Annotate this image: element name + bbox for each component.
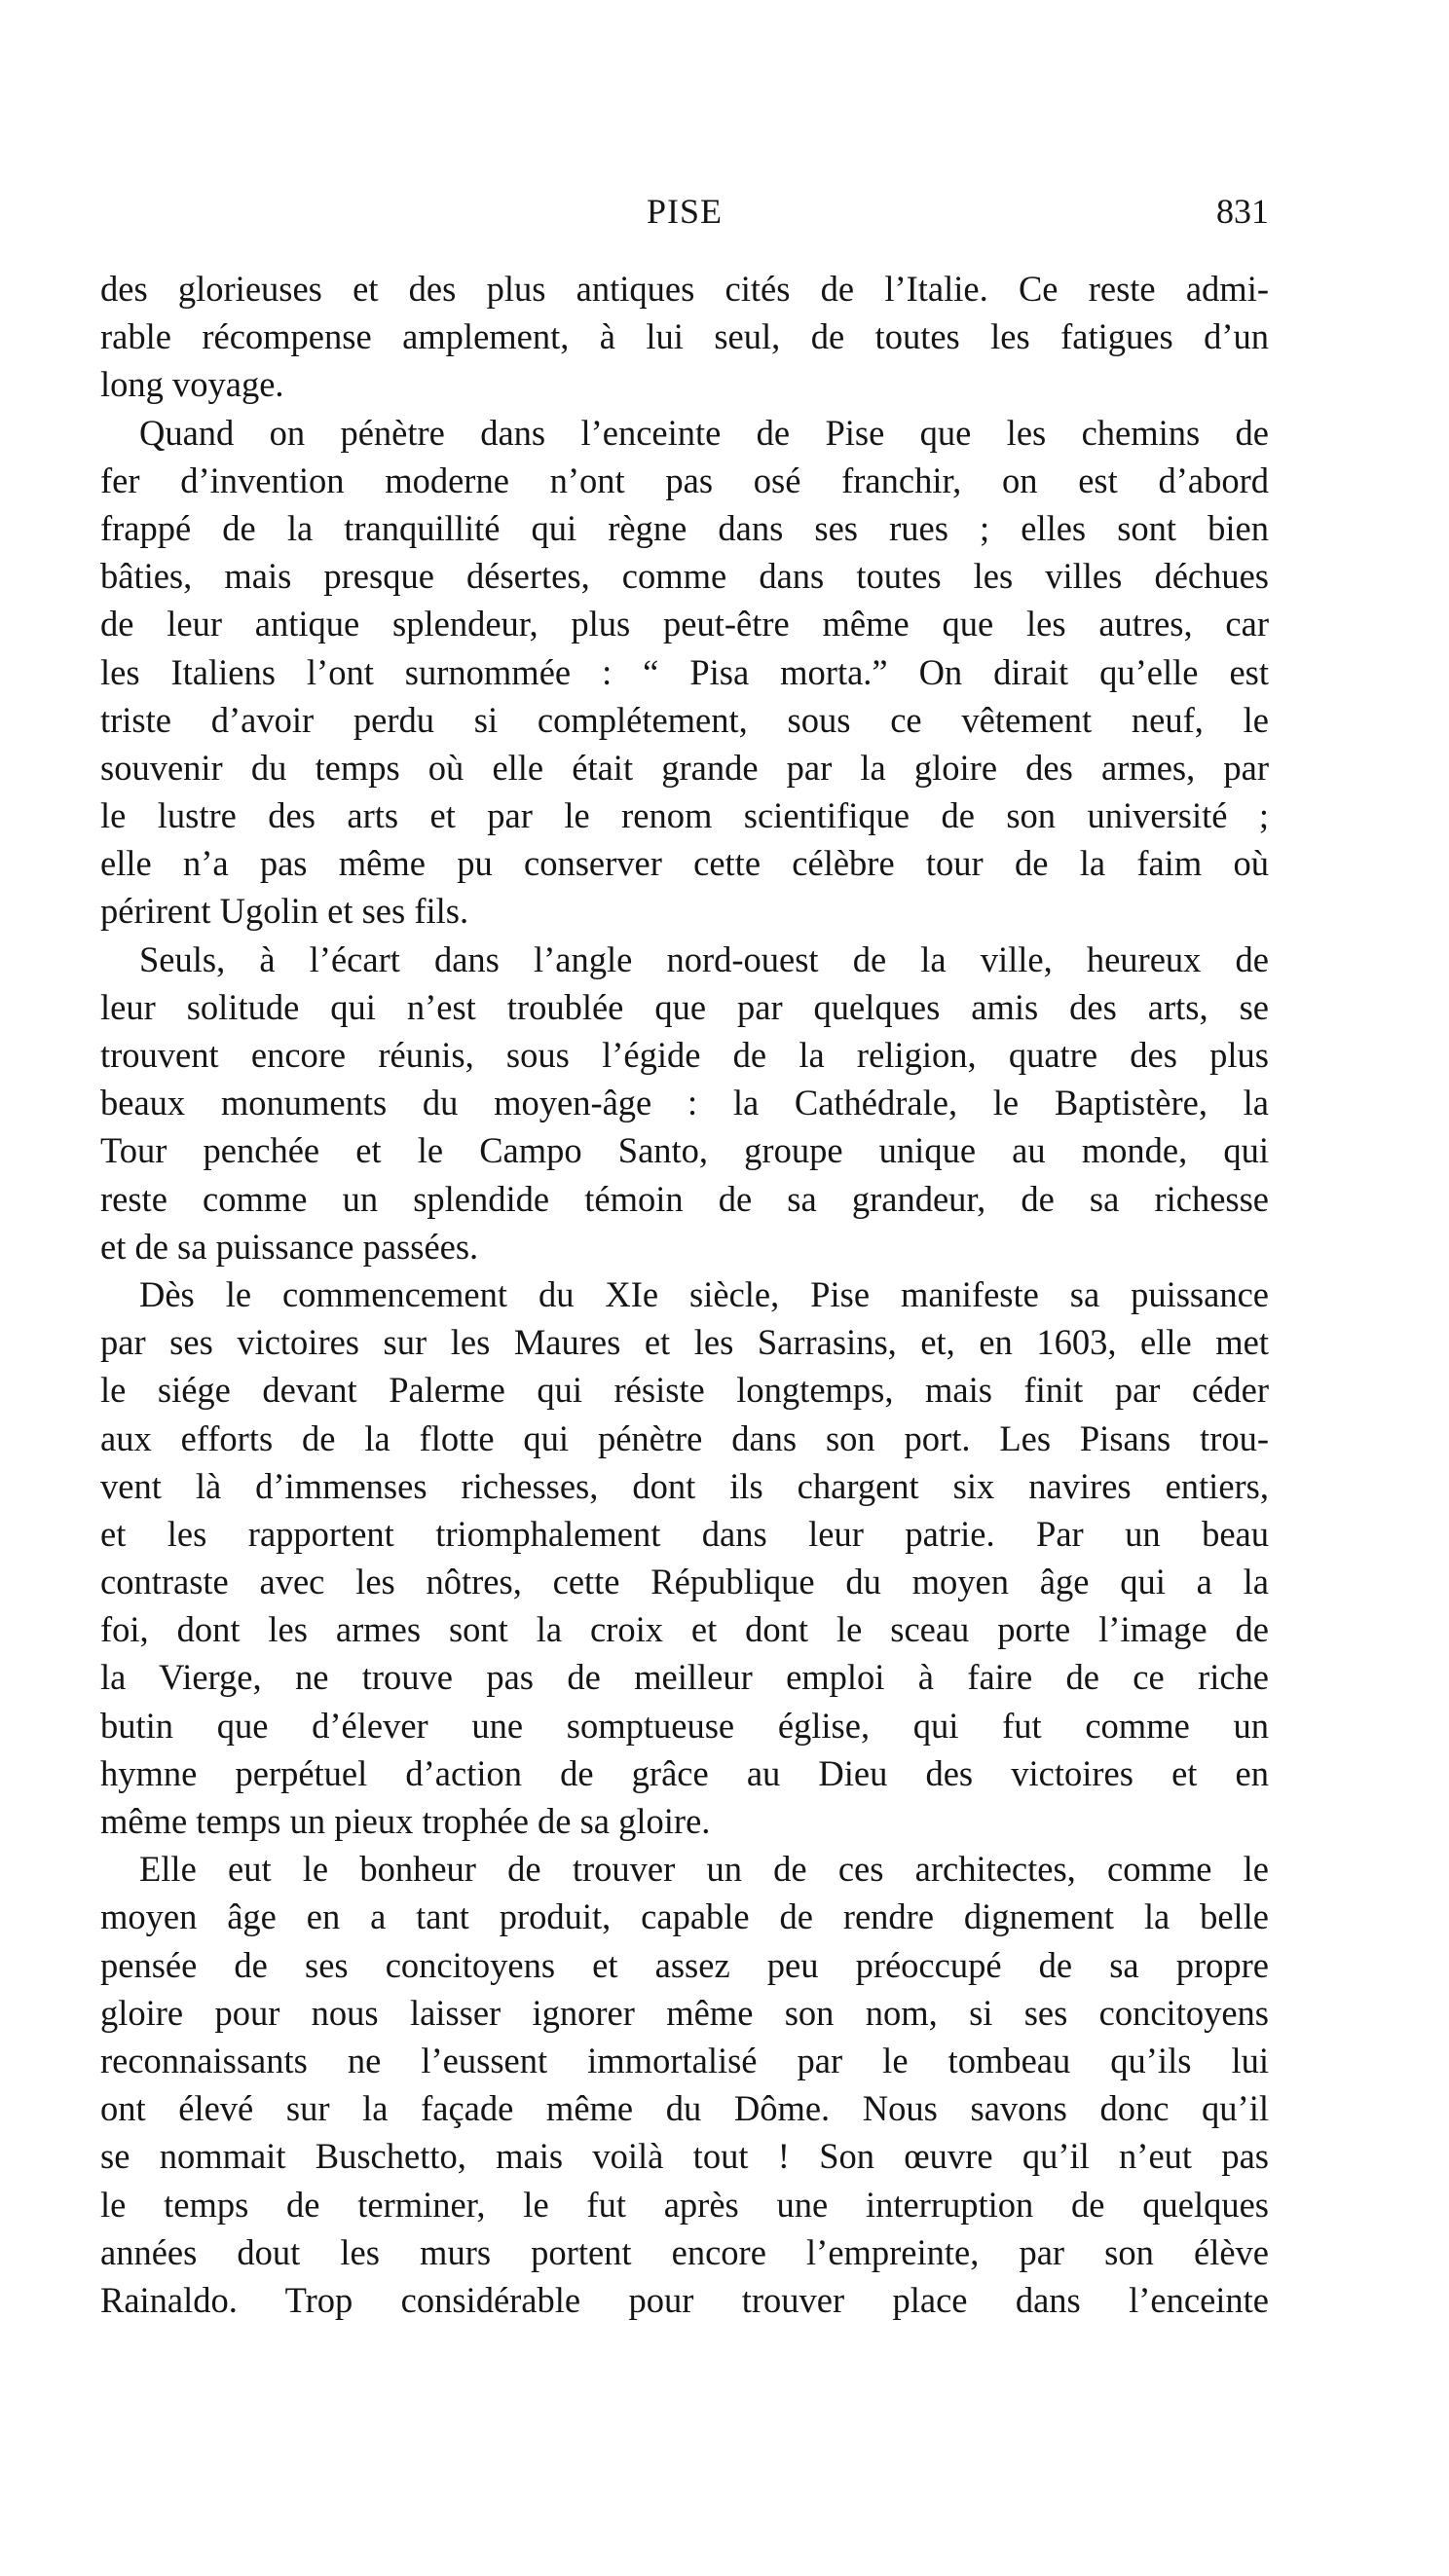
- text-line: Dès le commencement du XIe siècle, Pise manifeste sa puissance: [139, 1273, 1269, 1314]
- running-header: [100, 191, 1269, 239]
- text-line: elle n’a pas même pu conserver cette célèbre tour de la faim où: [100, 843, 1269, 884]
- body-text: [100, 265, 1269, 2324]
- text-line: la Vierge, ne trouve pas de meilleur emploi à faire de ce riche: [100, 1657, 1269, 1698]
- text-line: bâties, mais presque désertes, comme dans toutes les villes déchues: [100, 556, 1269, 597]
- text-line: Tour penchée et le Campo Santo, groupe unique au monde, qui: [100, 1130, 1269, 1171]
- text-line: beaux monuments du moyen-âge : la Cathédrale, le Baptistère, la: [100, 1083, 1269, 1123]
- text-line: même temps un pieux trophée de sa gloire.: [100, 1801, 711, 1841]
- text-line: reconnaissants ne l’eussent immortalisé par le tombeau qu’ils lui: [100, 2040, 1269, 2080]
- text-line: hymne perpétuel d’action de grâce au Dieu des victoires et en: [100, 1752, 1269, 1793]
- text-line: frappé de la tranquillité qui règne dans ses rues ; elles sont bien: [100, 507, 1269, 548]
- text-line: moyen âge en a tant produit, capable de rendre dignement la belle: [100, 1896, 1269, 1937]
- text-line: Elle eut le bonheur de trouver un de ces architectes, comme le: [139, 1849, 1269, 1890]
- text-line: Seuls, à l’écart dans l’angle nord-ouest de la ville, heureux de: [139, 938, 1269, 979]
- text-line: reste comme un splendide témoin de sa grandeur, de sa richesse: [100, 1178, 1269, 1219]
- text-line: trouvent encore réunis, sous l’égide de la religion, quatre des plus: [100, 1035, 1269, 1075]
- text-line: souvenir du temps où elle était grande par la gloire des armes, par: [100, 747, 1269, 788]
- text-line: aux efforts de la flotte qui pénètre dans son port. Les Pisans trou-: [100, 1417, 1269, 1458]
- text-line: les Italiens l’ont surnommée : “ Pisa morta.” On dirait qu’elle est: [100, 651, 1269, 692]
- text-line: le lustre des arts et par le renom scientifique de son université ;: [100, 795, 1269, 836]
- text-line: se nommait Buschetto, mais voilà tout ! Son œuvre qu’il n’eut pas: [100, 2136, 1269, 2177]
- text-line: gloire pour nous laisser ignorer même son nom, si ses concitoyens: [100, 1992, 1269, 2033]
- text-line: et de sa puissance passées.: [100, 1226, 479, 1267]
- text-line: périrent Ugolin et ses fils.: [100, 891, 469, 932]
- running-title: PISE: [646, 192, 724, 231]
- text-line: le siége devant Palerme qui résiste longtemps, mais finit par céder: [100, 1370, 1269, 1411]
- text-line: le temps de terminer, le fut après une interruption de quelques: [100, 2184, 1269, 2225]
- text-line: et les rapportent triomphalement dans leur patrie. Par un beau: [100, 1513, 1269, 1554]
- text-line: long voyage.: [100, 364, 284, 405]
- text-line: de leur antique splendeur, plus peut-être même que les autres, car: [100, 604, 1269, 644]
- page-number: 831: [1216, 192, 1269, 231]
- text-line: fer d’invention moderne n’ont pas osé franchir, on est d’abord: [100, 460, 1269, 500]
- text-line: par ses victoires sur les Maures et les Sarrasins, et, en 1603, elle met: [100, 1322, 1269, 1363]
- text-line: Quand on pénètre dans l’enceinte de Pise que les chemins de: [139, 412, 1269, 453]
- text-line: foi, dont les armes sont la croix et dont le sceau porte l’image de: [100, 1609, 1269, 1650]
- text-line: pensée de ses concitoyens et assez peu préoccupé de sa propre: [100, 1944, 1269, 1985]
- text-line: rable récompense amplement, à lui seul, de toutes les fatigues d’un: [100, 316, 1269, 357]
- text-line: ont élevé sur la façade même du Dôme. Nous savons donc qu’il: [100, 2088, 1269, 2129]
- text-line: contraste avec les nôtres, cette République du moyen âge qui a la: [100, 1562, 1269, 1602]
- text-line: leur solitude qui n’est troublée que par quelques amis des arts, se: [100, 986, 1269, 1027]
- text-line: Rainaldo. Trop considérable pour trouver place dans l’enceinte: [100, 2279, 1269, 2320]
- text-line: butin que d’élever une somptueuse église, qui fut comme un: [100, 1705, 1269, 1746]
- text-line: triste d’avoir perdu si complétement, sous ce vêtement neuf, le: [100, 699, 1269, 740]
- text-line: des glorieuses et des plus antiques cités de l’Italie. Ce reste admi-: [100, 269, 1269, 309]
- text-line: vent là d’immenses richesses, dont ils chargent six navires entiers,: [100, 1465, 1269, 1506]
- text-line: années dout les murs portent encore l’empreinte, par son élève: [100, 2231, 1269, 2272]
